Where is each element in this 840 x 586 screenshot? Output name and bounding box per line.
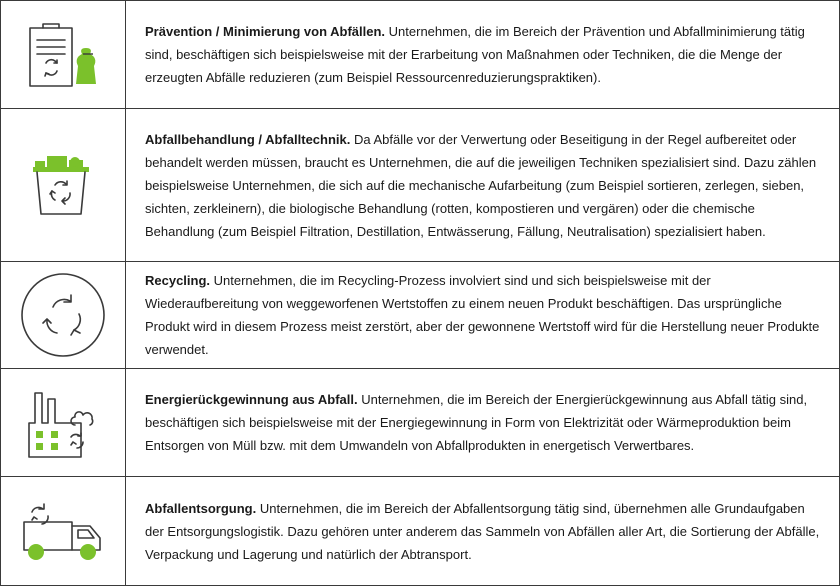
text-cell	[126, 109, 839, 261]
row-title: Abfallbehandlung / Abfalltechnik.	[145, 131, 351, 147]
row-text	[145, 269, 827, 361]
icon-cell	[1, 369, 126, 476]
factory-recycle-icon	[25, 385, 101, 461]
table-row	[0, 261, 840, 368]
row-body: Unternehmen, die im Bereich der Prävention und Abfallminimierung tätig sind, beschäftigen sich beispielsweise mit der Erarbeitung von Maßnahmen oder Techniken, die die Menge der erzeugten Abfälle reduzieren (zum Beispiel Ressourcenreduzierungspraktiken).	[145, 24, 805, 85]
icon-cell	[1, 477, 126, 585]
icon-cell	[1, 109, 126, 261]
row-body: Unternehmen, die im Bereich der Energierückgewinnung aus Abfall tätig sind, beschäftigen sich beispielsweise mit der Energiegewinnung in Form von Elektrizität oder Wärmeproduktion beim Entsorgen von Müll bzw. mit dem Umwandeln von Abfallprodukten in energetisch Verwertbares.	[145, 392, 808, 453]
icon-cell	[1, 1, 126, 108]
row-text	[145, 20, 827, 89]
row-body: Unternehmen, die im Recycling-Prozess involviert sind und sich beispielsweise mit der Wiederaufbereitung von weggeworfenen Wertstoffen zu einem neuen Produkt beschäftigen. Das ursprüngliche Produkt wird in diesem Prozess meist zerstört, aber der gewonnene Wertstoff wird für die Herstellung neuer Produkte verwendet.	[145, 273, 820, 357]
row-title: Abfallentsorgung.	[145, 500, 257, 516]
row-text	[145, 497, 827, 566]
text-cell	[126, 262, 839, 368]
icon-cell	[1, 262, 126, 368]
table-row	[0, 476, 840, 586]
table-row	[0, 108, 840, 261]
row-title: Recycling.	[145, 273, 211, 288]
clipboard-recycle-bag-icon	[26, 20, 100, 90]
table-row	[0, 368, 840, 476]
table-row	[0, 0, 840, 108]
row-title: Prävention / Minimierung von Abfällen.	[145, 24, 386, 39]
recycling-bin-icon	[31, 153, 95, 217]
row-body: Da Abfälle vor der Verwertung oder Beseitigung in der Regel aufbereitet oder behandelt werden müssen, braucht es Unternehmen, die auf die jeweiligen Techniken spezialisiert sind. Dazu zählen beispielsweise Unternehmen, die sich auf die mechanische Aufarbeitung (zum Beispiel sortieren, zerlegen, sieben, sichten, zerkleinern), die biologische Behandlung (rotten, kompostieren und vergären) oder die chemische Behandlung (zum Beispiel Filtration, Destillation, Entwässerung, Fällung, Neutralisation) spezialisiert haben.	[145, 131, 817, 239]
text-cell	[126, 369, 839, 476]
row-body: Unternehmen, die im Bereich der Abfallentsorgung tätig sind, übernehmen alle Grundaufgaben der Entsorgungslogistik. Dazu gehören unter anderem das Sammeln von Abfällen aller Art, die Sortierung der Abfälle, Verpackung und Lagerung und natürlich der Abtransport.	[145, 500, 820, 562]
recycle-circle-icon	[19, 271, 107, 359]
row-title: Energierückgewinnung aus Abfall.	[145, 392, 358, 407]
garbage-truck-icon	[22, 500, 104, 562]
text-cell	[126, 1, 839, 108]
text-cell	[126, 477, 839, 585]
row-text	[145, 128, 827, 243]
row-text	[145, 388, 827, 457]
